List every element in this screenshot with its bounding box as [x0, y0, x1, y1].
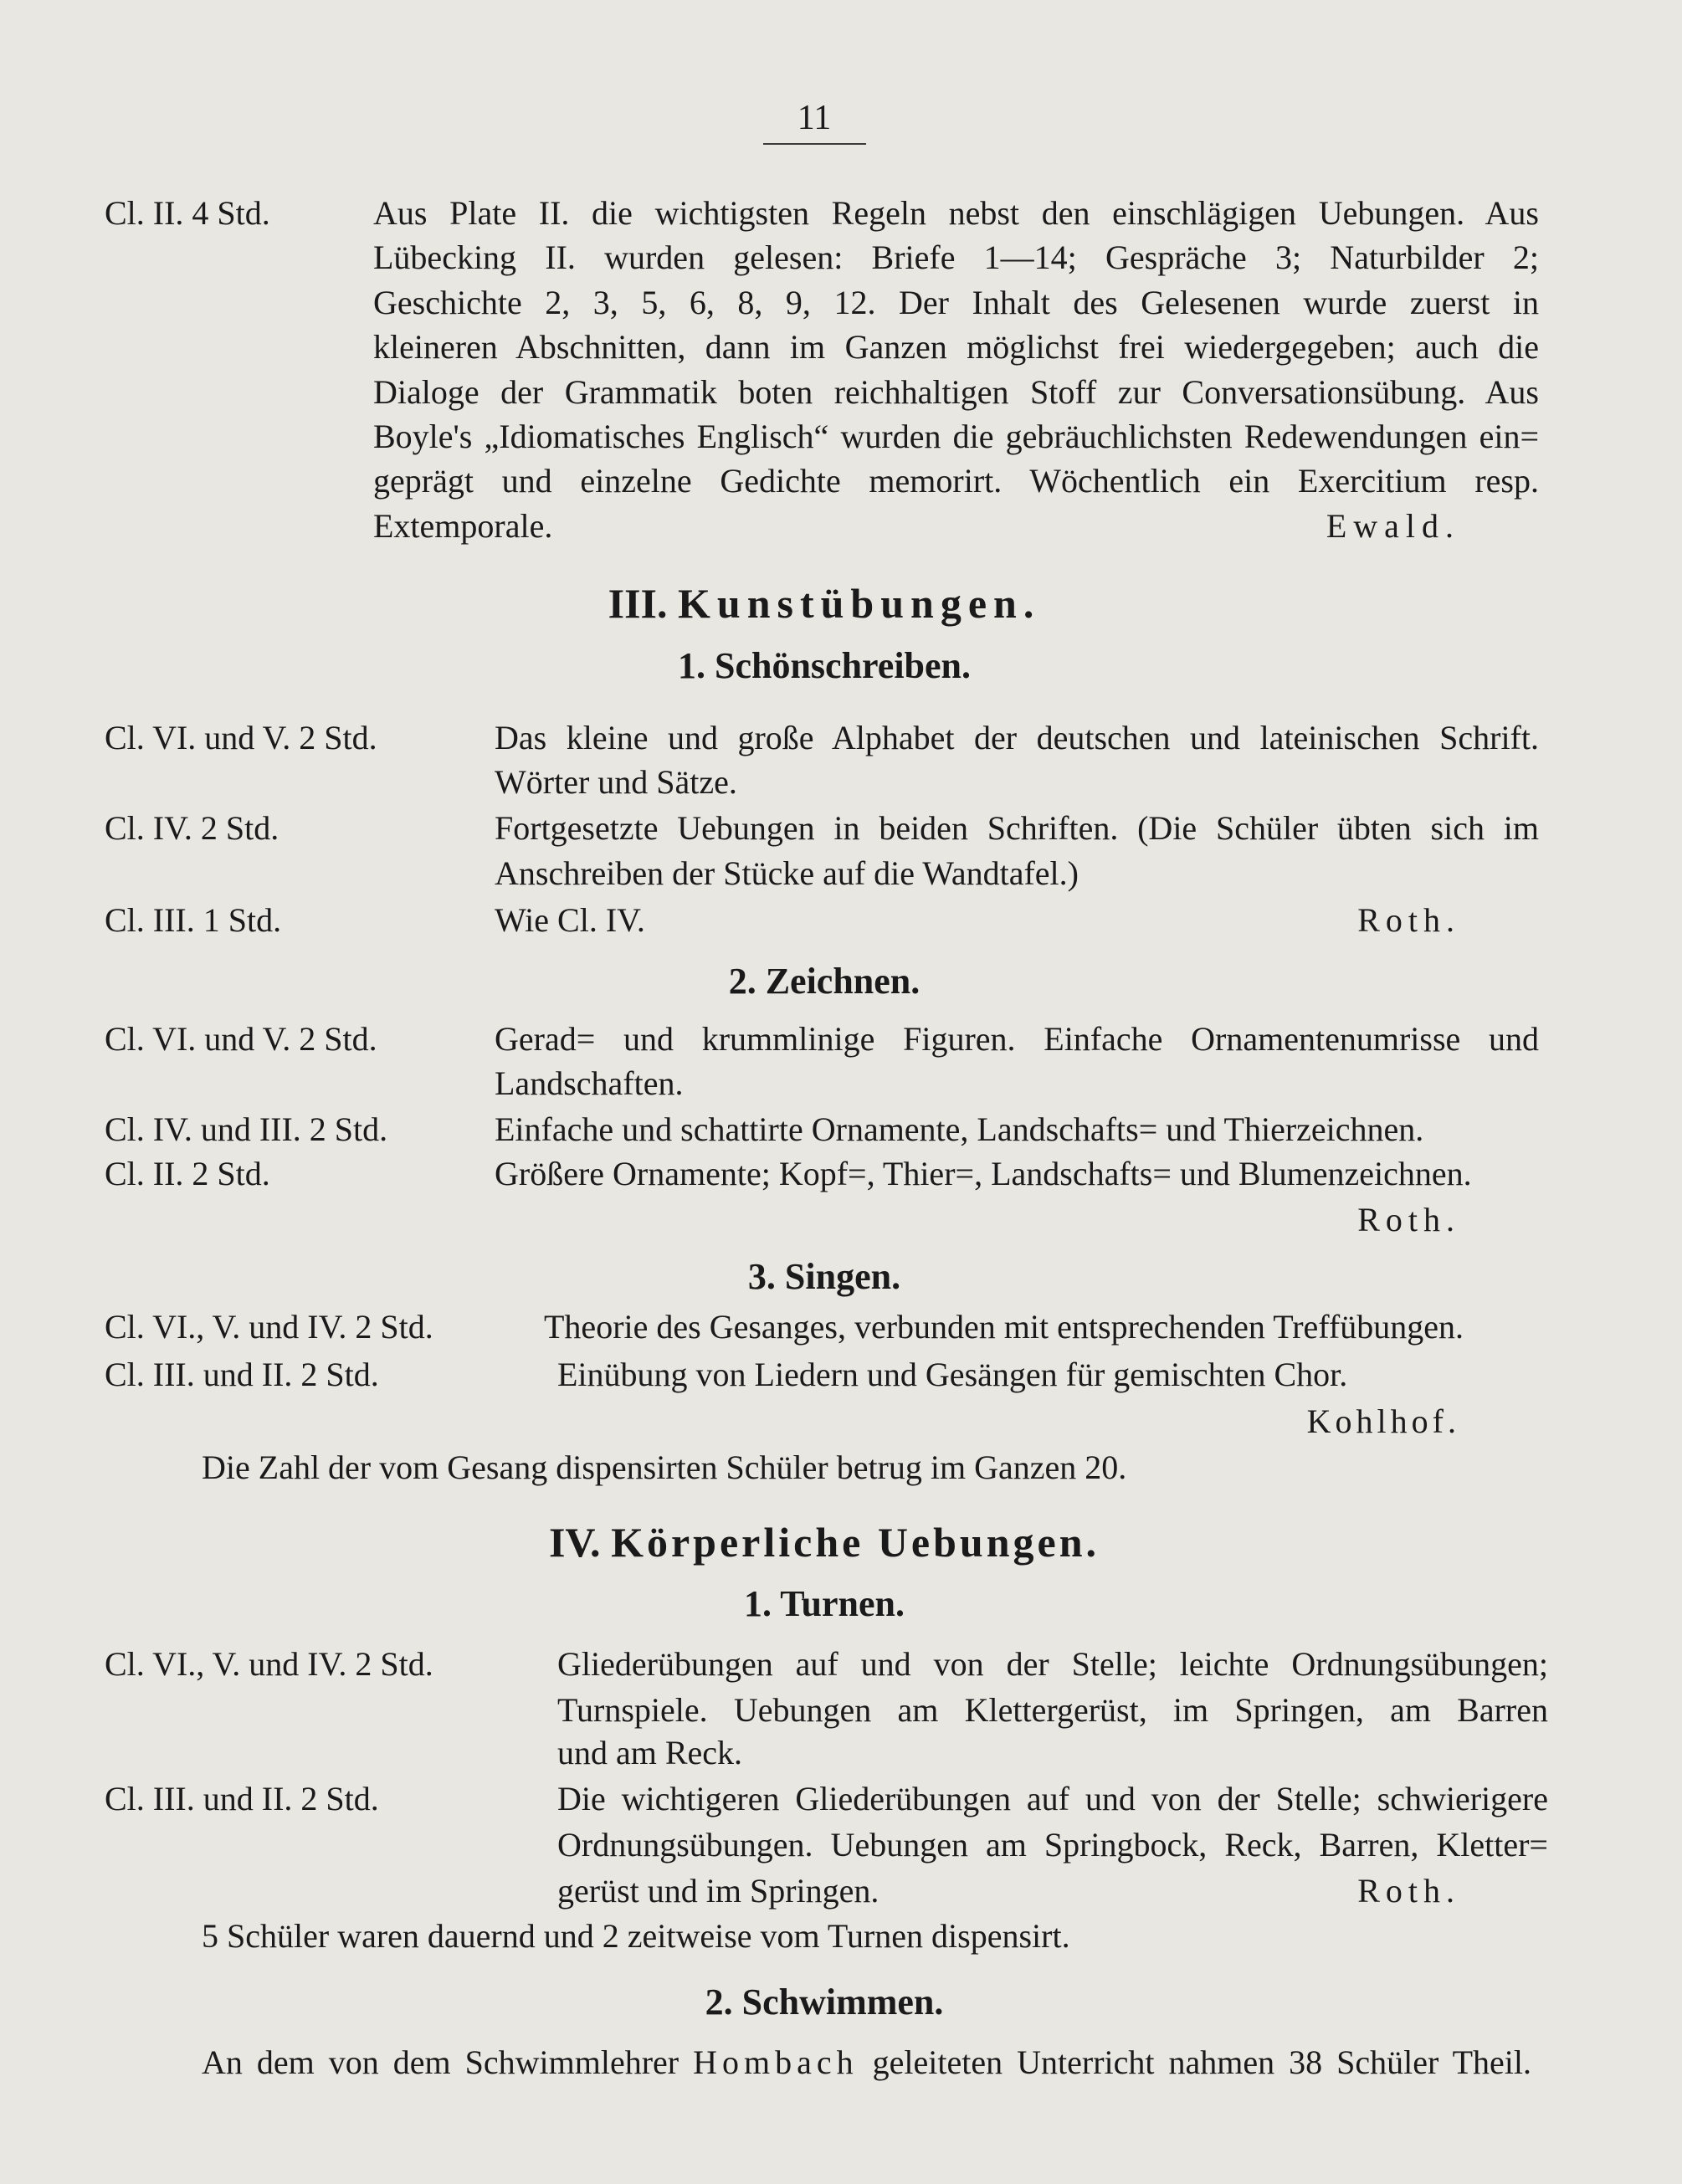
class-label: Cl. III. 1 Std. — [105, 901, 282, 939]
teacher-signature: Roth. — [1357, 901, 1460, 939]
section-title: Körperliche Uebungen. — [611, 1519, 1100, 1566]
section-numeral: III. — [608, 580, 668, 627]
text-line: Das kleine und große Alphabet der deutschen und lateinischen Schrift. — [495, 719, 1539, 756]
text-line: Fortgesetzte Uebungen in beiden Schriften. (Die Schüler übten sich im — [495, 809, 1539, 847]
text-line: geprägt und einzelne Gedichte memorirt. Wöchentlich ein Exercitium resp. — [373, 462, 1539, 500]
subsection-heading: 1. Turnen. — [744, 1583, 905, 1624]
text-line: Gliederübungen auf und von der Stelle; leichte Ordnungsübungen; — [557, 1645, 1548, 1683]
class-label: Cl. VI. und V. 2 Std. — [105, 1020, 377, 1058]
text-line: gerüst und im Springen. — [557, 1872, 879, 1910]
page-number: 11 — [797, 99, 832, 137]
text-line: Gerad= und krummlinige Figuren. Einfache Ornamentenumrisse und — [495, 1020, 1539, 1058]
subsection-heading: 2. Schwimmen. — [705, 1981, 944, 2023]
text-segment: An dem von dem Schwimmlehrer — [202, 2043, 679, 2081]
class-label: Cl. II. 4 Std. — [105, 194, 270, 232]
teacher-signature: Roth. — [1357, 1201, 1460, 1238]
class-label: Cl. III. und II. 2 Std. — [105, 1780, 379, 1817]
text-line: Anschreiben der Stücke auf die Wandtafel.) — [495, 854, 1079, 892]
subsection-heading: 3. Singen. — [747, 1256, 901, 1297]
text-line: Wie Cl. IV. — [495, 901, 645, 939]
text-line: Extemporale. — [373, 507, 553, 545]
text-line: Geschichte 2, 3, 5, 6, 8, 9, 12. Der Inhalt des Gelesenen wurde zuerst in — [373, 284, 1539, 321]
text-line: Boyle's „Idiomatisches Englisch“ wurden die gebräuchlichsten Redewendungen ein= — [373, 418, 1539, 455]
text-line: Theorie des Gesanges, verbunden mit entsprechenden Treffübungen. — [544, 1308, 1464, 1346]
section-title: Kunstübungen. — [678, 580, 1041, 627]
class-label: Cl. VI., V. und IV. 2 Std. — [105, 1308, 433, 1346]
class-label: Cl. VI., V. und IV. 2 Std. — [105, 1645, 433, 1683]
text-line: Aus Plate II. die wichtigsten Regeln nebst den einschlägigen Uebungen. Aus — [373, 194, 1539, 232]
text-line: Größere Ornamente; Kopf=, Thier=, Landschafts= und Blumenzeichnen. — [495, 1155, 1472, 1192]
section-heading — [105, 1515, 1544, 1569]
section-numeral: IV. — [548, 1519, 601, 1566]
subsection-heading: 2. Zeichnen. — [728, 961, 920, 1002]
text-line: kleineren Abschnitten, dann im Ganzen möglichst frei wiedergegeben; auch die — [373, 328, 1539, 366]
teacher-signature: Kohlhof. — [1306, 1402, 1460, 1440]
text-line: Die wichtigeren Gliederübungen auf und von der Stelle; schwierigere — [557, 1780, 1548, 1817]
class-label: Cl. IV. und III. 2 Std. — [105, 1110, 388, 1148]
class-label: Cl. IV. 2 Std. — [105, 809, 279, 847]
text-line: Landschaften. — [495, 1064, 684, 1102]
text-line: Wörter und Sätze. — [495, 763, 737, 801]
page-number-rule — [763, 143, 866, 145]
class-label: Cl. II. 2 Std. — [105, 1155, 270, 1192]
text-line — [202, 2041, 1531, 2084]
text-line: Einübung von Liedern und Gesängen für gemischten Chor. — [557, 1356, 1348, 1393]
text-line: Turnspiele. Uebungen am Klettergerüst, im Springen, am Barren — [557, 1691, 1548, 1729]
text-line: Lübecking II. wurden gelesen: Briefe 1—14; Gespräche 3; Naturbilder 2; — [373, 238, 1539, 276]
note-line: Die Zahl der vom Gesang dispensirten Schüler betrug im Ganzen 20. — [202, 1448, 1127, 1486]
subsection-heading: 1. Schönschreiben. — [677, 645, 972, 686]
text-segment: geleiteten Unterricht nahmen 38 Schüler Theil. — [872, 2043, 1531, 2081]
text-line: und am Reck. — [557, 1734, 743, 1771]
class-label: Cl. III. und II. 2 Std. — [105, 1356, 379, 1393]
class-label: Cl. VI. und V. 2 Std. — [105, 719, 377, 756]
text-line: Ordnungsübungen. Uebungen am Springbock, Reck, Barren, Kletter= — [557, 1826, 1548, 1864]
note-line: 5 Schüler waren dauernd und 2 zeitweise vom Turnen dispensirt. — [202, 1917, 1070, 1955]
text-line: Einfache und schattirte Ornamente, Landschafts= und Thierzeichnen. — [495, 1110, 1424, 1148]
text-line: Dialoge der Grammatik boten reichhaltigen Stoff zur Conversationsübung. Aus — [373, 373, 1539, 411]
teacher-name: Hombach — [693, 2043, 859, 2081]
teacher-signature: Ewald. — [1326, 507, 1460, 545]
section-heading — [105, 577, 1544, 630]
teacher-signature: Roth. — [1357, 1872, 1460, 1910]
